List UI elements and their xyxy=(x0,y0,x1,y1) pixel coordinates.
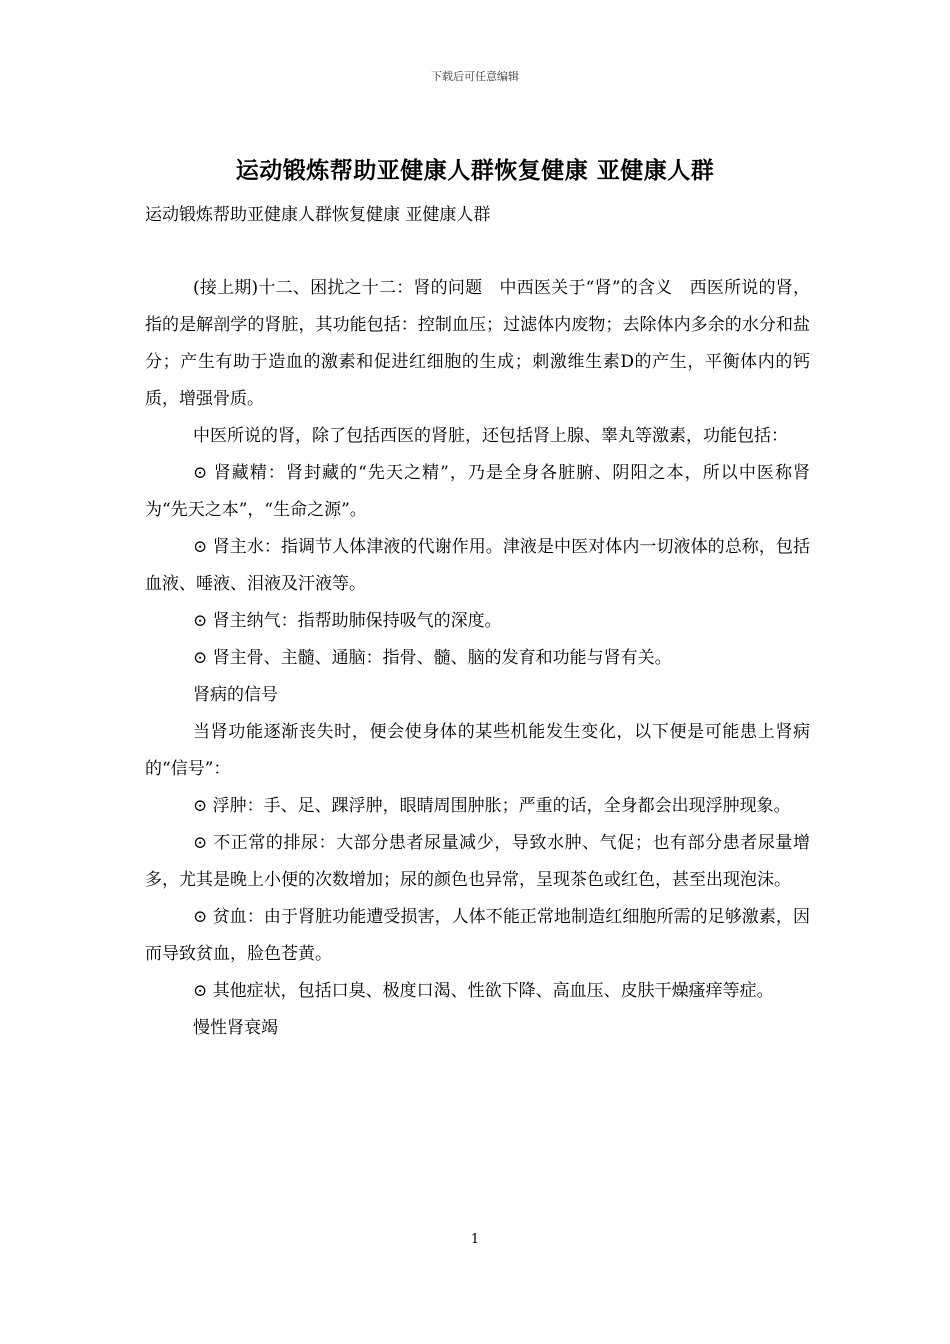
paragraph: ⊙ 肾主纳气：指帮助肺保持吸气的深度。 xyxy=(193,611,502,631)
page-number: 1 xyxy=(470,1232,480,1247)
section-heading: 慢性肾衰竭 xyxy=(193,1018,278,1038)
paragraph: ⊙ 肾主骨、主髓、通脑：指骨、髓、脑的发育和功能与肾有关。 xyxy=(193,648,672,668)
paragraph: 当肾功能逐渐丧失时，便会使身体的某些机能发生变化，以下便是可能患上肾病的“信号”： xyxy=(145,722,810,779)
paragraph: ⊙ 不正常的排尿：大部分患者尿量减少，导致水肿、气促；也有部分患者尿量增多，尤其是晚上小便的次数增加；尿的颜色也异常，呈现茶色或红色，甚至出现泡沫。 xyxy=(145,833,810,890)
section-heading: 肾病的信号 xyxy=(193,685,278,705)
paragraph: ⊙ 其他症状，包括口臭、极度口渴、性欲下降、高血压、皮肤干燥瘙痒等症。 xyxy=(193,981,774,1001)
paragraph: 中医所说的肾，除了包括西医的肾脏，还包括肾上腺、睾丸等激素，功能包括： xyxy=(193,426,788,446)
paragraph: ⊙ 浮肿：手、足、踝浮肿，眼睛周围肿胀；严重的话，全身都会出现浮肿现象。 xyxy=(193,796,791,816)
header-note: 下载后可任意编辑 xyxy=(431,70,519,83)
paragraph: ⊙ 贫血：由于肾脏功能遭受损害，人体不能正常地制造红细胞所需的足够激素，因而导致贫血，脸色苍黄。 xyxy=(145,907,810,964)
paragraph: ⊙ 肾主水：指调节人体津液的代谢作用。津液是中医对体内一切液体的总称，包括血液、唾液、泪液及汗液等。 xyxy=(145,537,810,594)
document-subtitle: 运动锻炼帮助亚健康人群恢复健康 亚健康人群 xyxy=(145,205,491,225)
paragraph: (接上期)十二、困扰之十二：肾的问题 中西医关于“肾”的含义 西医所说的肾，指的是解剖学的肾脏，其功能包括：控制血压；过滤体内废物；去除体内多余的水分和盐分；产生有助于造血的激素和促进红细胞的生成；刺激维生素D的产生，平衡体内的钙质，增强骨质。 xyxy=(145,278,810,409)
document-title: 运动锻炼帮助亚健康人群恢复健康 亚健康人群 xyxy=(235,157,715,184)
document-body xyxy=(145,270,810,1047)
paragraph: ⊙ 肾藏精：肾封藏的“先天之精”，乃是全身各脏腑、阴阳之本，所以中医称肾为“先天之本”，“生命之源”。 xyxy=(145,463,810,520)
